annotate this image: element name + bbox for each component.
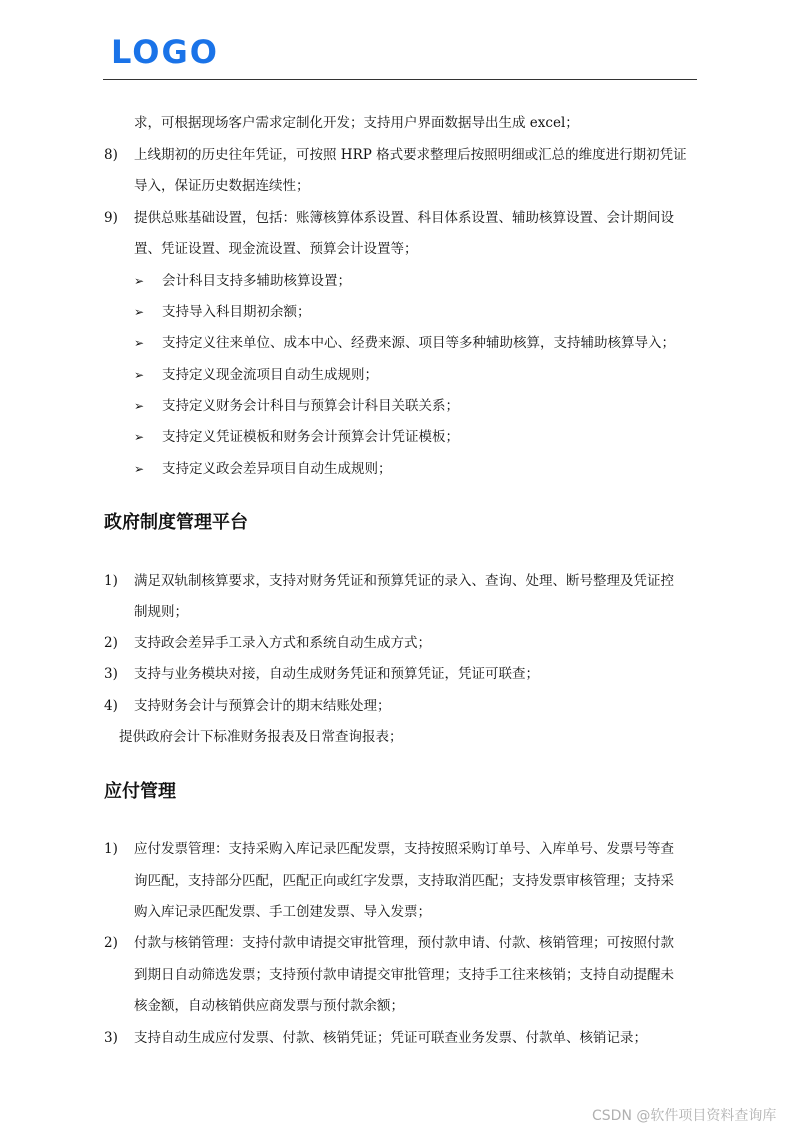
list-item-text: 到期日自动筛选发票；支持预付款申请提交审批管理；支持手工往来核销；支持自动提醒未 (134, 967, 674, 983)
list-number: 4) (104, 698, 118, 714)
list-item-text: 导入，保证历史数据连续性； (134, 178, 310, 194)
list-item-text: 核金额，自动核销供应商发票与预付款余额； (134, 998, 404, 1014)
bullet-item: 支持导入科目期初余额； (162, 304, 311, 320)
list-item-text: 置、凭证设置、现金流设置、预算会计设置等； (134, 241, 418, 257)
header-divider (103, 79, 697, 80)
list-number: 2) (104, 935, 118, 951)
list-number: 1) (104, 573, 118, 589)
bullet-arrow-icon: ➢ (134, 399, 145, 413)
section-heading: 应付管理 (104, 781, 176, 802)
list-number: 2) (104, 635, 118, 651)
logo: LOGO (111, 33, 219, 71)
bullet-item: 支持定义凭证模板和财务会计预算会计凭证模板； (162, 429, 459, 445)
watermark: CSDN @软件项目资料查询库 (592, 1108, 777, 1124)
bullet-item: 支持定义现金流项目自动生成规则； (162, 367, 378, 383)
list-item-text: 应付发票管理：支持采购入库记录匹配发票，支持按照采购订单号、入库单号、发票号等查 (134, 841, 674, 857)
list-item-text: 购入库记录匹配发票、手工创建发票、导入发票； (134, 904, 431, 920)
bullet-arrow-icon: ➢ (134, 368, 145, 382)
list-item-text: 制规则； (134, 604, 188, 620)
list-item-text: 询匹配，支持部分匹配，匹配正向或红字发票，支持取消匹配；支持发票审核管理；支持采 (134, 873, 674, 889)
list-number: 3) (104, 1030, 118, 1046)
list-item-text: 支持自动生成应付发票、付款、核销凭证；凭证可联查业务发票、付款单、核销记录； (134, 1030, 647, 1046)
list-number: 3) (104, 666, 118, 682)
section-heading: 政府制度管理平台 (104, 512, 248, 533)
list-number: 9) (104, 210, 118, 226)
bullet-arrow-icon: ➢ (134, 430, 145, 444)
bullet-arrow-icon: ➢ (134, 462, 145, 476)
bullet-item: 支持定义财务会计科目与预算会计科目关联关系； (162, 398, 459, 414)
list-number: 8) (104, 147, 118, 163)
list-item-text: 提供总账基础设置，包括：账簿核算体系设置、科目体系设置、辅助核算设置、会计期间设 (134, 210, 674, 226)
list-item-text: 支持财务会计与预算会计的期末结账处理； (134, 698, 391, 714)
bullet-arrow-icon: ➢ (134, 336, 145, 350)
list-item-text: 支持与业务模块对接，自动生成财务凭证和预算凭证，凭证可联查； (134, 666, 539, 682)
list-number: 1) (104, 841, 118, 857)
bullet-arrow-icon: ➢ (134, 305, 145, 319)
bullet-item: 支持定义往来单位、成本中心、经费来源、项目等多种辅助核算，支持辅助核算导入； (162, 335, 675, 351)
bullet-item: 会计科目支持多辅助核算设置； (162, 273, 351, 289)
continued-text: 求，可根据现场客户需求定制化开发；支持用户界面数据导出生成 excel； (134, 115, 579, 131)
paragraph-text: 提供政府会计下标准财务报表及日常查询报表； (119, 729, 403, 745)
bullet-item: 支持定义政会差异项目自动生成规则； (162, 461, 392, 477)
bullet-arrow-icon: ➢ (134, 274, 145, 288)
list-item-text: 上线期初的历史往年凭证，可按照 HRP 格式要求整理后按照明细或汇总的维度进行期初凭证 (134, 147, 687, 163)
list-item-text: 付款与核销管理：支持付款申请提交审批管理，预付款申请、付款、核销管理；可按照付款 (134, 935, 674, 951)
list-item-text: 满足双轨制核算要求，支持对财务凭证和预算凭证的录入、查询、处理、断号整理及凭证控 (134, 573, 674, 589)
list-item-text: 支持政会差异手工录入方式和系统自动生成方式； (134, 635, 431, 651)
